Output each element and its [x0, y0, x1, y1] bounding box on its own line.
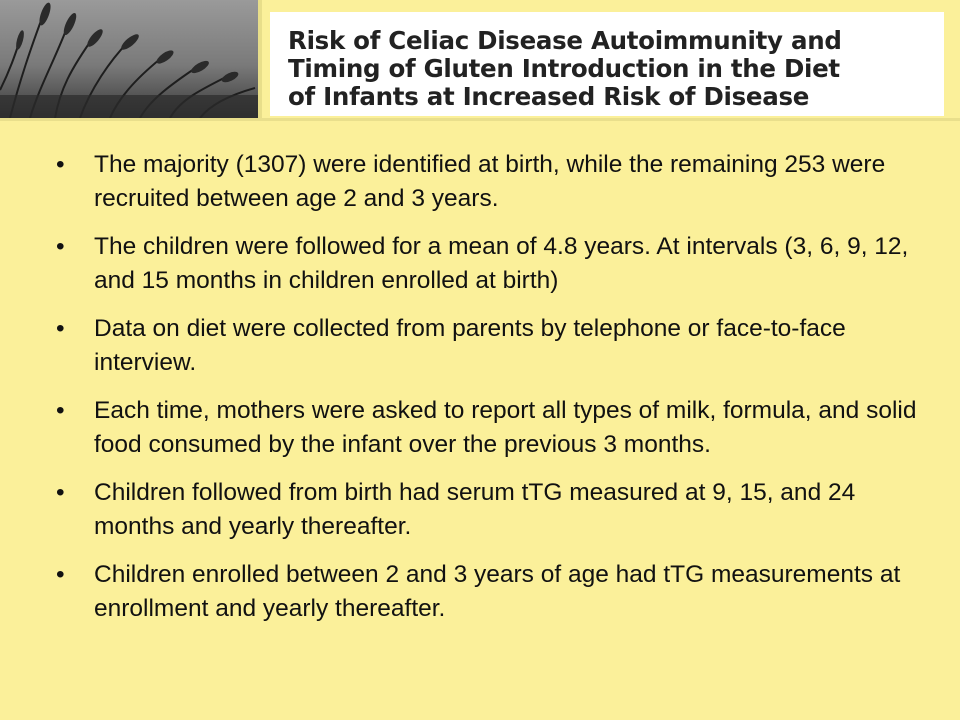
bullet-item [0, 558, 960, 626]
bullet-dot: • [56, 397, 65, 424]
header-divider [258, 0, 262, 118]
bullet-text: Children enrolled between 2 and 3 years of age had tTG measurements at enrollment and yearly thereafter. [94, 561, 901, 622]
slide-title-line-3: of Infants at Increased Risk of Disease [288, 82, 810, 111]
bullet-dot: • [56, 479, 65, 506]
bullet-item [0, 230, 960, 298]
slide-title-line-2: Timing of Gluten Introduction in the Diet [288, 54, 840, 83]
bullet-list [0, 148, 960, 640]
bullet-item [0, 148, 960, 216]
bullet-dot: • [56, 561, 65, 588]
bullet-item [0, 312, 960, 380]
slide-title-line-1: Risk of Celiac Disease Autoimmunity and [288, 26, 842, 55]
bullet-text: Data on diet were collected from parents by telephone or face-to-face interview. [94, 315, 846, 376]
bullet-dot: • [56, 315, 65, 342]
wheat-field-image [0, 0, 258, 118]
title-box [270, 12, 944, 116]
bullet-text: Children followed from birth had serum tTG measured at 9, 15, and 24 months and yearly thereafter. [94, 479, 856, 540]
bullet-item [0, 476, 960, 544]
bullet-dot: • [56, 151, 65, 178]
bullet-text: The children were followed for a mean of 4.8 years. At intervals (3, 6, 9, 12, and 15 months in children enrolled at birth) [94, 233, 909, 294]
bullet-item [0, 394, 960, 462]
slide-header [0, 0, 960, 118]
bullet-dot: • [56, 233, 65, 260]
bullet-text: The majority (1307) were identified at birth, while the remaining 253 were recruited between age 2 and 3 years. [94, 151, 886, 212]
header-rule [0, 118, 960, 121]
bullet-text: Each time, mothers were asked to report all types of milk, formula, and solid food consumed by the infant over the previous 3 months. [94, 397, 917, 458]
